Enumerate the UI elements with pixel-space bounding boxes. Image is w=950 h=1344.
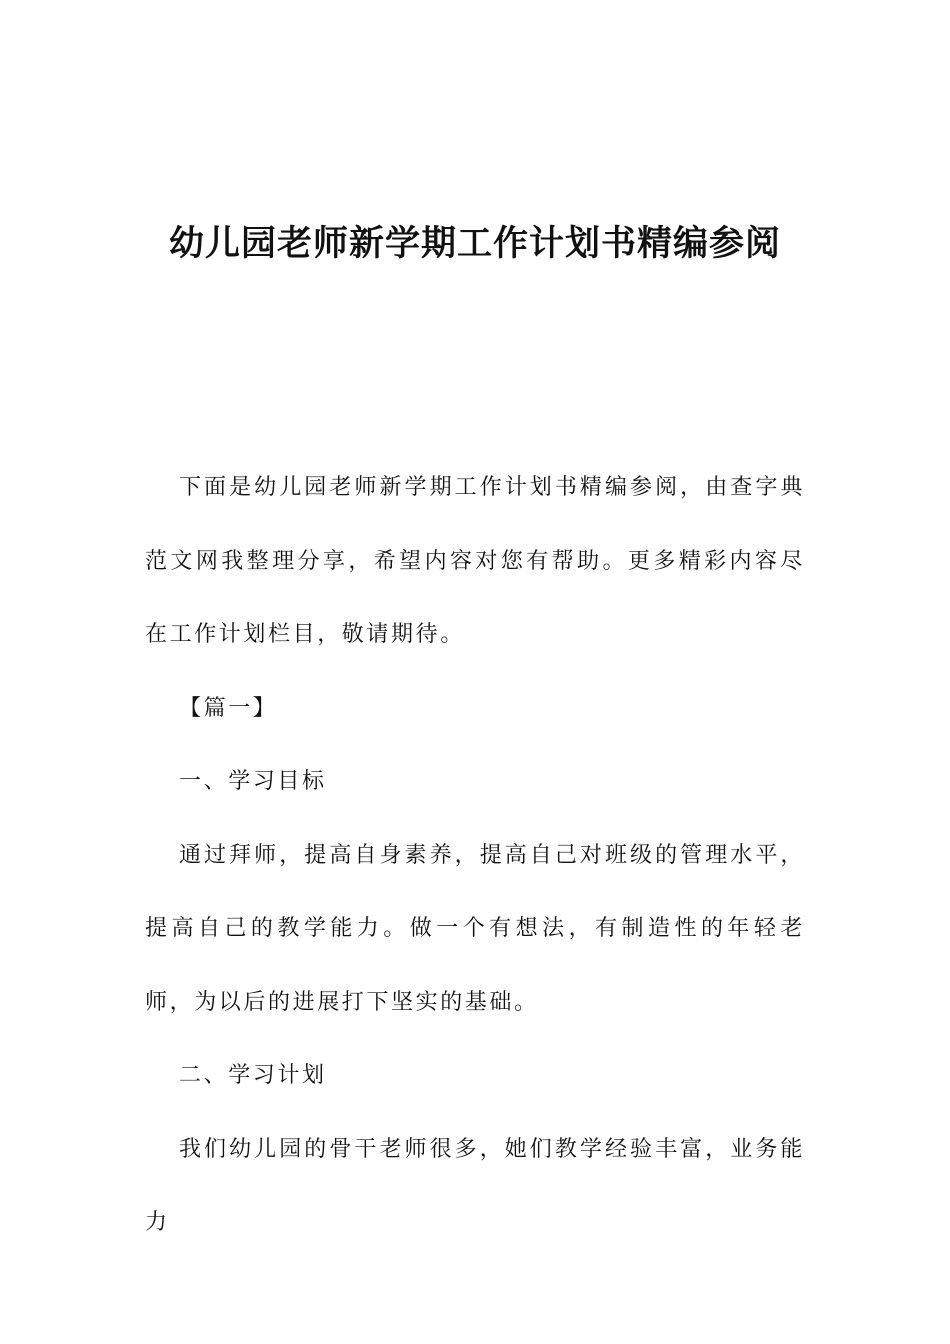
section-marker: 【篇一】 [179,695,278,721]
document-title: 幼儿园老师新学期工作计划书精编参阅 [168,224,781,264]
intro-paragraph: 下面是幼儿园老师新学期工作计划书精编参阅，由查字典范文网我整理分享，希望内容对您有帮助。更多精彩内容尽在工作计划栏目，敬请期待。 [145,475,805,647]
section-heading-goals: 一、学习目标 [179,769,327,794]
plan-paragraph: 我们幼儿园的骨干老师很多，她们教学经验丰富，业务能力 [145,1136,805,1235]
section-heading-plan: 二、学习计划 [179,1063,327,1088]
goals-paragraph: 通过拜师，提高自身素养，提高自己对班级的管理水平，提高自己的教学能力。做一个有想法，有制造性的年轻老师，为以后的进展打下坚实的基础。 [145,842,805,1015]
document-body [145,451,805,1260]
